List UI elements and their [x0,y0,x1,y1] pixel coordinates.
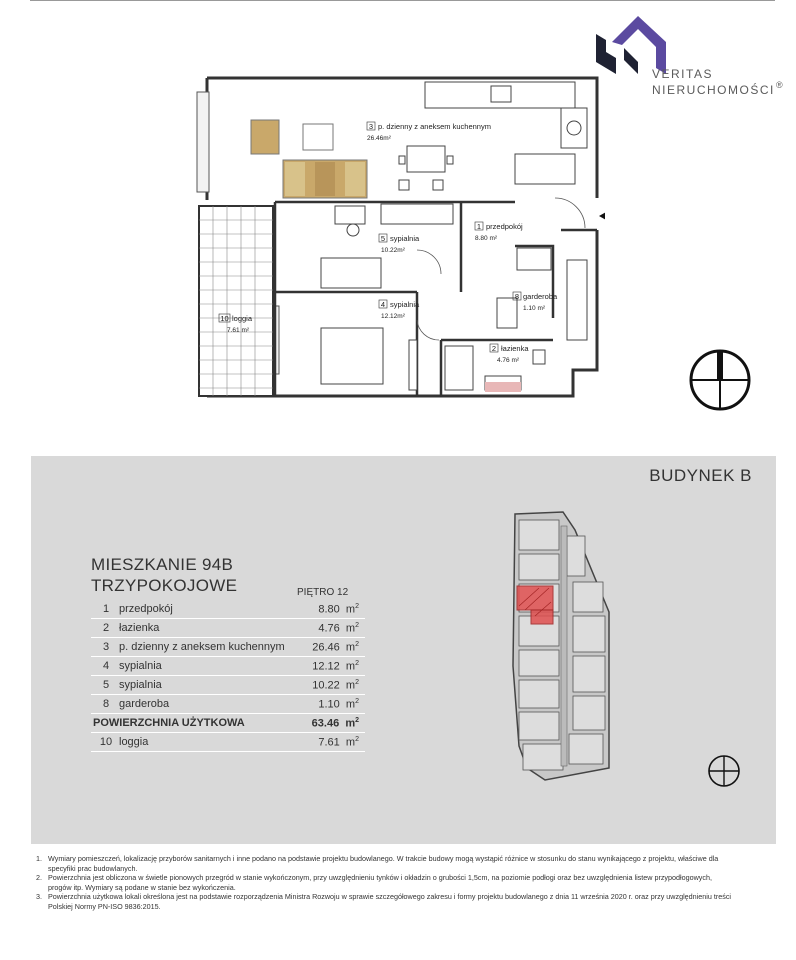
table-row: 2 łazienka 4.76 $m^2$ [91,619,365,638]
footnotes [36,854,736,912]
logo-line-2: NIERUCHOMOŚCI [652,83,775,97]
total-area-row: POWIERZCHNIA UŻYTKOWA 63.46 $m^2$ [91,714,365,733]
svg-text:10.22m²: 10.22m² [381,247,405,254]
room-label-4 [379,300,420,320]
room-label-3 [367,122,491,142]
room-label-8 [513,292,558,312]
apartment-type: TRZYPOKOJOWE [91,576,238,595]
svg-text:4: 4 [380,300,386,309]
bedroom5-furniture [321,204,453,288]
top-rule [30,0,775,1]
compass-icon [688,348,752,412]
apartment-title [91,554,237,596]
svg-text:sypialnia: sypialnia [390,234,420,243]
svg-text:2: 2 [491,344,497,353]
svg-text:1.10 m²: 1.10 m² [523,305,546,312]
entrance-arrow-icon [599,208,605,224]
svg-text:8.80 m²: 8.80 m² [475,235,498,242]
info-panel [31,456,776,844]
room-label-5 [379,234,420,254]
svg-text:5: 5 [380,234,386,243]
svg-text:12.12m²: 12.12m² [381,313,405,320]
svg-text:8: 8 [514,292,520,301]
svg-text:26.46m²: 26.46m² [367,135,391,142]
svg-text:łazienka: łazienka [501,344,529,353]
svg-text:p. dzienny z aneksem kuchennym: p. dzienny z aneksem kuchennym [378,122,491,131]
floor-plan [185,70,605,430]
logo-wordmark [652,66,775,98]
svg-text:10: 10 [220,314,229,323]
room-label-1 [475,222,523,242]
table-row: 1 przedpokój 8.80 $m^2$ [91,600,365,619]
building-label: BUDYNEK B [649,466,752,485]
building-key-plan [505,506,615,786]
footnote-3: 3. Powierzchnia użytkowa lokali określona jest na podstawie rozporządzenia Ministra Rozwoju w sprawie szczegółowego zakresu i formy projektu budowlanego z dnia 11 września 2020 r. oraz przy uwzględnieniu treści Polskiej Normy PN-ISO 9836:2015. [36,892,732,911]
svg-text:7.61 m²: 7.61 m² [227,327,250,334]
svg-text:loggia: loggia [232,314,253,323]
small-compass-icon [707,754,741,788]
apartment-number: MIESZKANIE 94B [91,555,234,574]
floor-label: PIĘTRO 12 [297,587,349,598]
svg-text:garderoba: garderoba [523,292,558,301]
footnote-2: 2. Powierzchnia jest obliczona w świetle pionowych przegród w stanie wykończonym, przy uwzględnieniu tynków i okładzin o grubości 1,5cm, na poziomie podłogi oraz bez uwzględnienia listew przypodłogowych, progów itp. Wymiary są podane w stanie bez wykończenia. [36,873,712,892]
loggia-area [199,206,273,396]
svg-text:przedpokój: przedpokój [486,222,523,231]
registered-mark: ® [776,80,783,90]
area-table [91,600,365,752]
table-row: 8 garderoba 1.10 $m^2$ [91,695,365,714]
svg-text:1: 1 [476,222,482,231]
table-row: 3 p. dzienny z aneksem kuchennym 26.46 $m^2$ [91,638,365,657]
room-label-2 [490,344,529,364]
kitchen [425,82,587,184]
logo-line-1: VERITAS [652,67,713,81]
svg-text:4.76 m²: 4.76 m² [497,357,520,364]
bedroom4-furniture [321,328,417,390]
table-row: 4 sypialnia 12.12 $m^2$ [91,657,365,676]
footnote-1: 1. Wymiary pomieszczeń, lokalizację przyborów sanitarnych i inne podano na podstawie projektu budowlanego. W trakcie budowy mogą wystąpić różnice w stosunku do stanu wynikającego z projektu, właściwe dla specyfiki prac budowlanych. [36,854,719,873]
table-row: 5 sypialnia 10.22 $m^2$ [91,676,365,695]
loggia-row: 10 loggia 7.61 $m^2$ [91,733,365,752]
svg-text:3: 3 [368,122,374,131]
living-furniture [251,120,453,198]
svg-text:sypialnia: sypialnia [390,300,420,309]
